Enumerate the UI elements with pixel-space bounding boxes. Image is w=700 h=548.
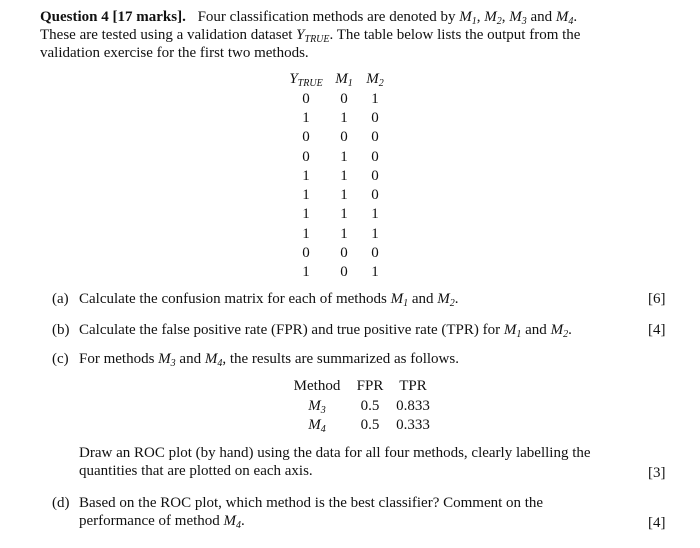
symbol-m1: $M_1$ — [459, 9, 477, 27]
cell-m1: 1 — [340, 225, 348, 242]
cell-ytrue: 0 — [302, 129, 310, 146]
symbol-ytrue: $Y_{TRUE}$ — [296, 27, 330, 45]
table-row — [285, 396, 435, 415]
intro-text-1: Four classification methods are denoted by — [197, 9, 456, 25]
cell-m1: 1 — [340, 187, 348, 204]
part-b-text: Calculate the false positive rate (FPR) and true positive rate (TPR) for $M_1$ and $M_2$. — [79, 322, 572, 340]
part-a-label: (a) — [52, 291, 69, 307]
intro-text-2b: . The table below lists the output from the — [329, 27, 581, 43]
cell-m1: 1 — [340, 148, 348, 165]
cell-tpr: 0.333 — [396, 416, 430, 433]
cell-ytrue: 1 — [302, 206, 310, 223]
cell-m1: 0 — [340, 264, 348, 281]
cell-m2: 1 — [371, 264, 379, 281]
cell-m2: 0 — [371, 245, 379, 262]
question-marks: [17 marks]. — [112, 9, 186, 25]
table-row — [282, 185, 392, 204]
part-a-text: Calculate the confusion matrix for each of methods $M_1$ and $M_2$. — [79, 291, 459, 309]
validation-table-header — [282, 68, 392, 89]
header-m2: $M_2$ — [366, 70, 384, 89]
cell-m2: 0 — [371, 129, 379, 146]
cell-m2: 0 — [371, 187, 379, 204]
cell-m2: 1 — [371, 90, 379, 107]
part-c-draw-text: Draw an ROC plot (by hand) using the data for all four methods, clearly labelling the quantities that are plotted on each axis. — [79, 445, 591, 479]
part-c-label: (c) — [52, 351, 69, 367]
part-a-marks: [6] — [648, 291, 666, 307]
summary-table-header — [285, 376, 435, 396]
cell-m2: 1 — [371, 206, 379, 223]
table-row — [282, 166, 392, 185]
intro-line-2 — [40, 26, 680, 44]
question-intro — [40, 8, 680, 62]
symbol-m4: $M_4$ — [555, 9, 574, 27]
cell-ytrue: 1 — [302, 187, 310, 204]
cell-m1: 1 — [340, 206, 348, 223]
intro-line-3: validation exercise for the first two methods. — [40, 45, 309, 61]
symbol-m3: $M_3$ — [509, 9, 527, 27]
table-row — [282, 263, 392, 282]
table-row — [282, 128, 392, 147]
table-row — [282, 224, 392, 243]
cell-ytrue: 1 — [302, 225, 310, 242]
table-row — [285, 415, 435, 434]
part-b-marks: [4] — [648, 322, 666, 338]
cell-method: $M_4$ — [308, 416, 326, 435]
table-row — [282, 243, 392, 262]
cell-m2: 0 — [371, 148, 379, 165]
header-m1: $M_1$ — [335, 70, 353, 89]
cell-tpr: 0.833 — [396, 397, 430, 414]
cell-ytrue: 0 — [302, 245, 310, 262]
cell-fpr: 0.5 — [360, 416, 380, 433]
header-method: Method — [293, 378, 341, 394]
cell-m1: 0 — [340, 245, 348, 262]
cell-ytrue: 1 — [302, 264, 310, 281]
cell-m1: 0 — [340, 129, 348, 146]
symbol-m2: $M_2$ — [484, 9, 502, 27]
part-c-text: For methods $M_3$ and $M_4$, the results are summarized as follows. — [79, 351, 459, 369]
cell-m1: 0 — [340, 90, 348, 107]
summary-table — [285, 376, 435, 434]
header-ytrue: $Y_{TRUE}$ — [289, 70, 323, 89]
cell-ytrue: 0 — [302, 90, 310, 107]
table-row — [282, 89, 392, 108]
intro-line-1: Question 4 [17 marks]. Four classification methods are denoted by $M_1$, $M_2$, $M_3$ and $M_4$. — [40, 9, 578, 27]
cell-ytrue: 0 — [302, 148, 310, 165]
cell-m1: 1 — [340, 167, 348, 184]
header-fpr: FPR — [356, 378, 384, 394]
part-d-text: Based on the ROC plot, which method is the best classifier? Comment on the performance of method $M_4$. — [79, 495, 544, 531]
validation-table — [282, 68, 392, 282]
header-tpr: TPR — [399, 378, 427, 394]
table-row — [282, 147, 392, 166]
question-heading: Question 4 — [40, 9, 109, 25]
cell-fpr: 0.5 — [360, 397, 380, 414]
table-row — [282, 108, 392, 127]
part-b-label: (b) — [52, 322, 70, 338]
cell-m1: 1 — [340, 109, 348, 126]
intro-text-2a: These are tested using a validation dataset — [40, 27, 293, 43]
part-d-label: (d) — [52, 495, 70, 511]
part-d-marks: [4] — [648, 515, 666, 531]
part-c-marks: [3] — [648, 465, 666, 481]
table-row — [282, 205, 392, 224]
cell-method: $M_3$ — [308, 397, 326, 416]
cell-m2: 1 — [371, 225, 379, 242]
cell-ytrue: 1 — [302, 109, 310, 126]
cell-m2: 0 — [371, 109, 379, 126]
cell-ytrue: 1 — [302, 167, 310, 184]
cell-m2: 0 — [371, 167, 379, 184]
